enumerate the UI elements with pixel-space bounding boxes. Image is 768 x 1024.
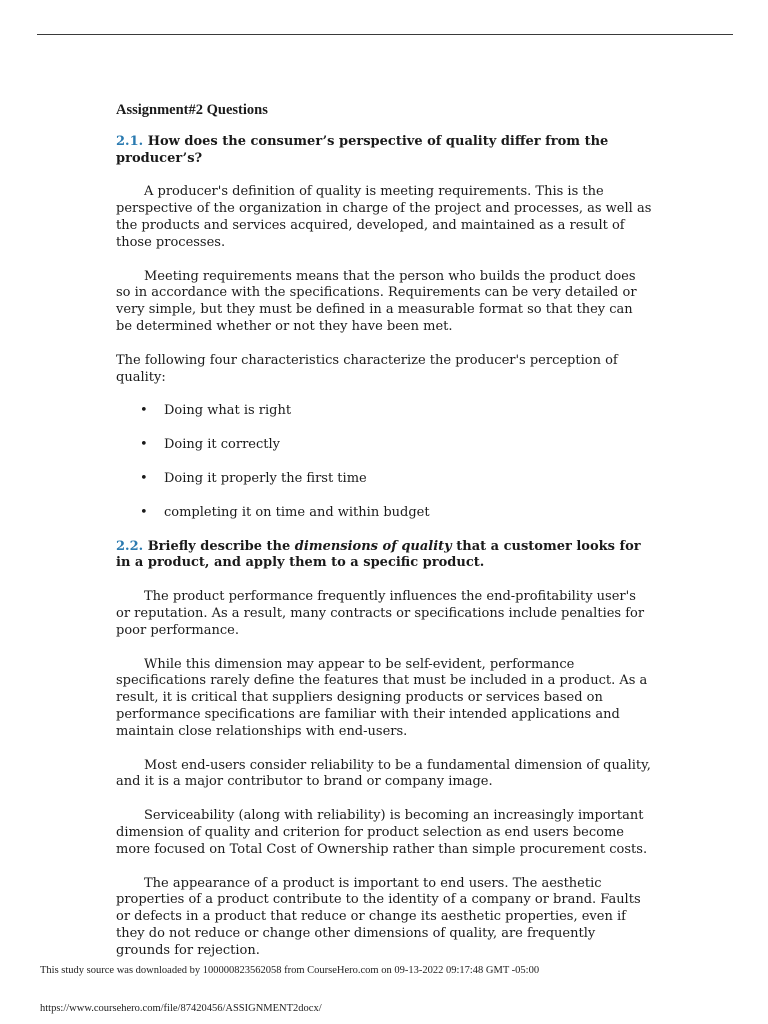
document-title: Assignment#2 Questions <box>116 102 268 118</box>
bullet-icon: • <box>140 437 148 453</box>
question-number: 2.2. <box>116 538 144 554</box>
answer-paragraph: Meeting requirements means that the person who builds the product does so in accordance with the specifications. Requirements can be very detailed or very simple, but they must be defined in a measurable format so that they can be determined whether or not they have been met. <box>116 268 637 334</box>
question-2-2 <box>116 539 652 573</box>
answer-paragraph: Serviceability (along with reliability) is becoming an increasingly important dimension of quality and criterion for product selection as end users become more focused on Total Cost of Ownership rather than simple procurement costs. <box>116 808 648 857</box>
question-2-1 <box>116 134 652 168</box>
source-url: https://www.coursehero.com/file/87420456/ASSIGNMENT2docx/ <box>40 1003 322 1014</box>
list-intro: The following four characteristics characterize the producer's perception of quality: <box>116 352 618 385</box>
bullet-icon: • <box>140 504 148 520</box>
bullet-icon: • <box>140 403 148 419</box>
answer-paragraph: A producer's definition of quality is meeting requirements. This is the perspective of the organization in charge of the project and processes, as well as the products and services acquired, developed, and maintained as a result of those processes. <box>116 184 652 250</box>
list-item <box>116 471 652 488</box>
question-text-end: that a customer looks for in a product, and apply them to a specific product. <box>116 538 641 571</box>
download-notice: This study source was downloaded by 100000823562058 from CourseHero.com on 09-13-2022 09:17:48 GMT -05:00 <box>40 965 540 976</box>
question-emphasis: dimensions of quality <box>294 538 452 554</box>
list-item <box>116 505 652 522</box>
question-number: 2.1. <box>116 133 144 149</box>
document-body <box>116 102 652 976</box>
characteristics-list <box>116 403 652 521</box>
list-item <box>116 403 652 420</box>
answer-paragraph: The appearance of a product is important to end users. The aesthetic properties of a product contribute to the identity of a company or brand. Faults or defects in a product that reduce or change its aesthetic properties, even if they do not reduce or change other dimensions of quality, are frequently grounds for rejection. <box>116 875 641 958</box>
question-text-start: Briefly describe the <box>147 538 291 554</box>
list-item-text: Doing it correctly <box>164 437 280 453</box>
list-item-text: Doing what is right <box>164 403 292 419</box>
list-item-text: Doing it properly the first time <box>164 470 367 486</box>
list-item <box>116 437 652 454</box>
answer-paragraph: Most end-users consider reliability to be a fundamental dimension of quality, and it is a major contributor to brand or company image. <box>116 757 651 790</box>
question-text: How does the consumer’s perspective of quality differ from the producer’s? <box>116 133 609 166</box>
header-divider <box>37 34 733 35</box>
bullet-icon: • <box>140 470 148 486</box>
answer-paragraph: While this dimension may appear to be self-evident, performance specifications rarely define the features that must be included in a product. As a result, it is critical that suppliers designing products or services based on performance specifications are familiar with their intended applications and maintain close relationships with end-users. <box>116 656 648 739</box>
answer-paragraph: The product performance frequently influences the end-profitability user's or reputation. As a result, many contracts or specifications include penalties for poor performance. <box>116 589 645 638</box>
list-item-text: completing it on time and within budget <box>164 504 430 520</box>
